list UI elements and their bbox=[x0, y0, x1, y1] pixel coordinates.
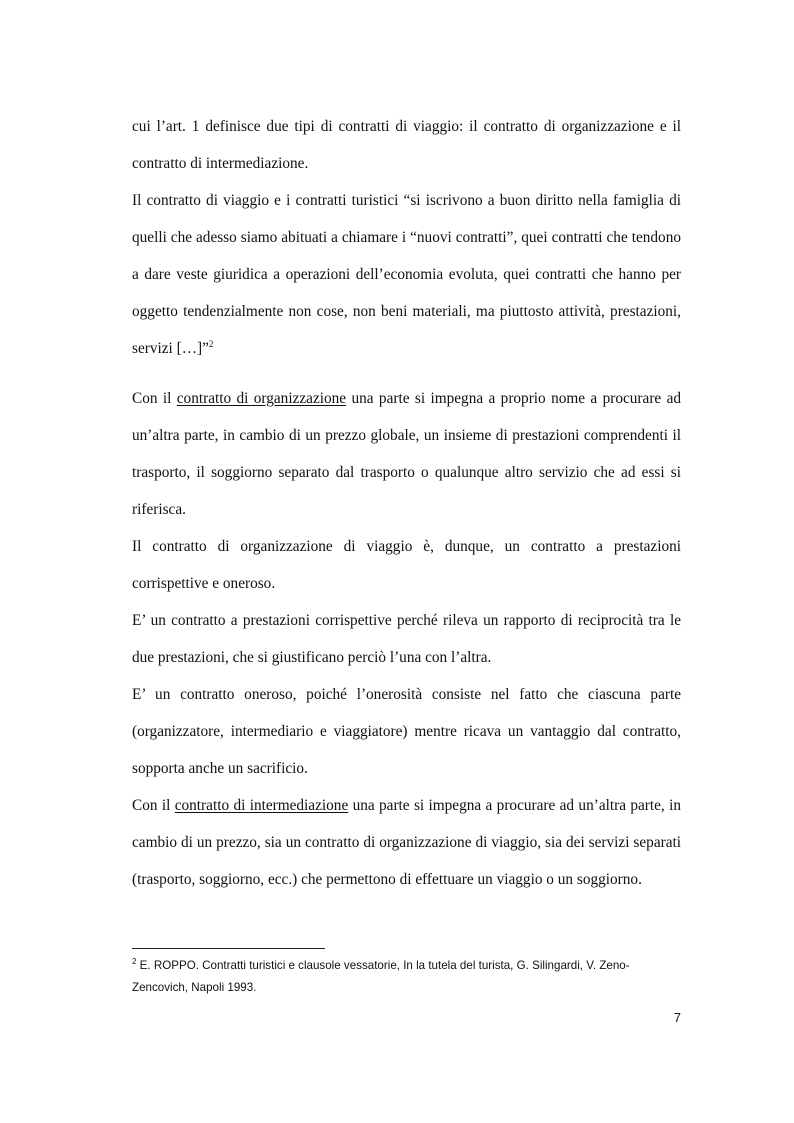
paragraph-text: E’ un contratto oneroso, poiché l’onerosità consiste nel fatto che ciascuna parte (organizzatore, intermediario e viaggiatore) mentre ricava un vantaggio dal contratto, sopporta anche un sacrificio. bbox=[132, 686, 681, 777]
underlined-term: contratto di organizzazione bbox=[176, 390, 347, 407]
paragraph bbox=[132, 787, 681, 898]
paragraph bbox=[132, 108, 681, 182]
body-text bbox=[132, 108, 681, 898]
page-number: 7 bbox=[673, 1010, 681, 1025]
paragraph bbox=[132, 528, 681, 602]
footnote-reference[interactable]: 2 bbox=[208, 339, 214, 349]
underlined-term: contratto di intermediazione bbox=[174, 797, 349, 814]
paragraph-text-suffix: una parte si impegna a proprio nome a procurare ad un’altra parte, in cambio di un prezzo globale, un insieme di prestazioni comprendenti il trasporto, il soggiorno separato dal trasporto o qualunque altro servizio che ad essi si riferisca. bbox=[132, 390, 682, 518]
footnote-separator bbox=[132, 948, 325, 949]
footnote-number: 2 bbox=[132, 957, 137, 966]
paragraph-text-suffix: una parte si impegna a procurare ad un’altra parte, in cambio di un prezzo, sia un contratto di organizzazione di viaggio, sia dei servizi separati (trasporto, soggiorno, ecc.) che permettono di effettuare un viaggio o un soggiorno. bbox=[132, 797, 681, 888]
paragraph bbox=[132, 602, 681, 676]
footnote-text: E. ROPPO. Contratti turistici e clausole vessatorie, In la tutela del turista, G. Silingardi, V. Zeno-Zencovich, Napoli 1993. bbox=[132, 959, 630, 994]
paragraph-text-prefix: Con il bbox=[132, 797, 175, 814]
paragraph bbox=[132, 182, 681, 367]
paragraph-text: cui l’art. 1 definisce due tipi di contratti di viaggio: il contratto di organizzazione e il contratto di intermediazione. bbox=[132, 118, 681, 172]
paragraph bbox=[132, 380, 681, 528]
paragraph-text-prefix: Con il bbox=[132, 390, 177, 407]
paragraph-text: Il contratto di viaggio e i contratti turistici “si iscrivono a buon diritto nella famiglia di quelli che adesso siamo abituati a chiamare i “nuovi contratti”, quei contratti che tendono a dare veste giuridica a operazioni dell’economia evoluta, quei contratti che hanno per oggetto tendenzialmente non cose, non beni materiali, ma piuttosto attività, prestazioni, servizi […]” bbox=[132, 192, 681, 357]
paragraph-text: E’ un contratto a prestazioni corrispettive perché rileva un rapporto di reciprocità tra le due prestazioni, che si giustificano perciò l’una con l’altra. bbox=[132, 612, 681, 666]
footnote bbox=[132, 955, 681, 999]
paragraph-text: Il contratto di organizzazione di viaggio è, dunque, un contratto a prestazioni corrispettive e oneroso. bbox=[132, 538, 681, 592]
paragraph bbox=[132, 676, 681, 787]
